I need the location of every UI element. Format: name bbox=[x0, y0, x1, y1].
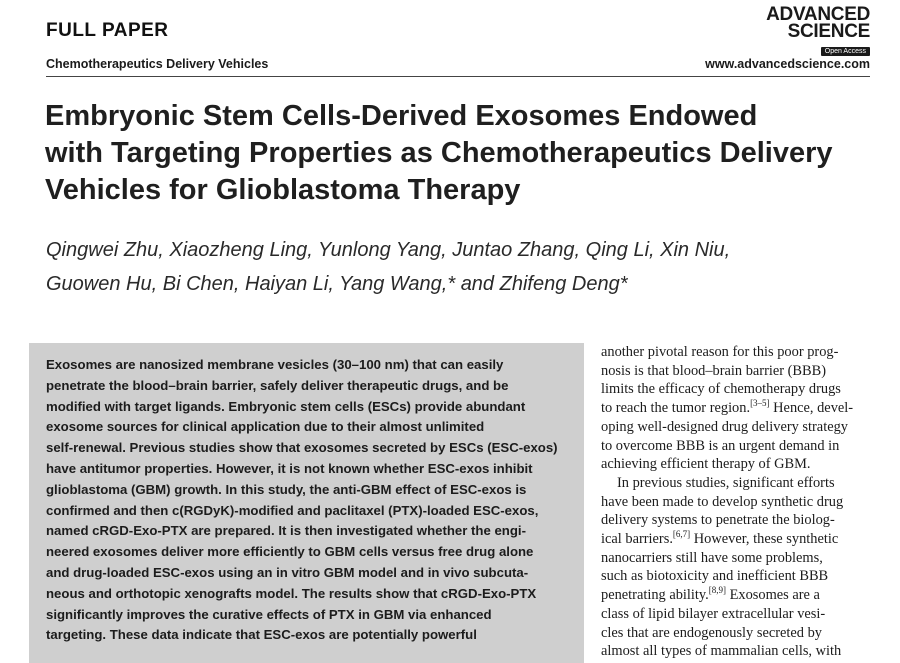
abstract-line: self-renewal. Previous studies show that exosomes secreted by ESCs (ESC-exos) bbox=[46, 440, 558, 456]
body-text-right-column bbox=[601, 343, 871, 661]
author-list bbox=[46, 233, 836, 301]
abstract-line: Exosomes are nanosized membrane vesicles (30–100 nm) that can easily bbox=[46, 357, 504, 372]
citation-ref[interactable]: [8,9] bbox=[708, 585, 727, 596]
body-text: to reach the tumor region. bbox=[601, 400, 751, 417]
body-line: have been made to develop synthetic drug bbox=[601, 493, 844, 510]
body-line: such as biotoxicity and inefficient BBB bbox=[601, 568, 829, 585]
logo-text-advanced: ADVANCED bbox=[766, 4, 870, 25]
body-text: penetrating ability. bbox=[601, 587, 709, 604]
open-access-badge: Open Access bbox=[821, 47, 870, 56]
section-label: Chemotherapeutics Delivery Vehicles bbox=[46, 57, 269, 71]
abstract-line: penetrate the blood–brain barrier, safely deliver therapeutic drugs, and be bbox=[46, 377, 509, 393]
body-line bbox=[601, 530, 871, 549]
abstract-text bbox=[46, 355, 576, 646]
abstract-line: neous and orthotopic xenografts model. The results show that cRGD-Exo-PTX bbox=[46, 585, 537, 601]
body-line: nanocarriers still have some problems, bbox=[601, 549, 823, 566]
abstract-line: have antitumor properties. However, it is not known whether ESC-exos inhibit bbox=[46, 460, 533, 476]
abstract-line: glioblastoma (GBM) growth. In this study, the anti-GBM effect of ESC-exos is bbox=[46, 481, 527, 497]
citation-ref[interactable]: [6,7] bbox=[672, 529, 691, 540]
logo-text-science: SCIENCE bbox=[787, 21, 870, 42]
citation-ref[interactable]: [3–5] bbox=[750, 398, 770, 409]
title-line: Vehicles for Glioblastoma Therapy bbox=[45, 174, 521, 206]
author-line: Guowen Hu, Bi Chen, Haiyan Li, Yang Wang,* and Zhifeng Deng* bbox=[46, 273, 628, 295]
body-line: another pivotal reason for this poor prog- bbox=[601, 344, 839, 360]
body-line: to overcome BBB is an urgent demand in bbox=[601, 437, 840, 454]
body-text: ical barriers. bbox=[601, 531, 673, 548]
body-line: almost all types of mammalian cells, with bbox=[601, 643, 842, 660]
abstract-line: significantly improves the curative effects of PTX in GBM via enhanced bbox=[46, 606, 492, 622]
body-text: Hence, devel- bbox=[769, 400, 854, 417]
header-divider bbox=[46, 76, 870, 77]
abstract-line: named cRGD-Exo-PTX are prepared. It is then investigated whether the engi- bbox=[46, 523, 526, 539]
abstract-line: neered exosomes deliver more efficiently to GBM cells versus free drug alone bbox=[46, 544, 534, 560]
abstract-line: modified with target ligands. Embryonic stem cells (ESCs) provide abundant bbox=[46, 398, 526, 414]
body-text: Exosomes are a bbox=[726, 587, 820, 604]
body-line: class of lipid bilayer extracellular vesi- bbox=[601, 605, 826, 622]
body-line: nosis is that blood–brain barrier (BBB) bbox=[601, 362, 827, 379]
body-line: delivery systems to penetrate the biolog- bbox=[601, 512, 835, 529]
abstract-line: targeting. These data indicate that ESC-exos are potentially powerful bbox=[46, 627, 477, 643]
body-line: limits the efficacy of chemotherapy drugs bbox=[601, 381, 841, 398]
body-line: In previous studies, significant efforts bbox=[617, 474, 835, 491]
body-line bbox=[601, 586, 871, 605]
journal-logo bbox=[720, 6, 870, 58]
author-line: Qingwei Zhu, Xiaozheng Ling, Yunlong Yang, Juntao Zhang, Qing Li, Xin Niu, bbox=[46, 239, 731, 261]
abstract-line: confirmed and then c(RGDyK)-modified and paclitaxel (PTX)-loaded ESC-exos, bbox=[46, 502, 539, 518]
title-line: with Targeting Properties as Chemotherapeutics Delivery bbox=[45, 137, 833, 169]
body-line: cles that are endogenously secreted by bbox=[601, 624, 822, 641]
article-title bbox=[45, 98, 845, 209]
body-text: However, these synthetic bbox=[690, 531, 839, 548]
body-line: oping well-designed drug delivery strategy bbox=[601, 418, 848, 435]
abstract-line: and drug-loaded ESC-exos using an in vitro GBM model and in vivo subcuta- bbox=[46, 564, 529, 580]
abstract-line: exosome sources for clinical application due to their almost unlimited bbox=[46, 419, 485, 435]
journal-website: www.advancedscience.com bbox=[705, 57, 870, 71]
title-line: Embryonic Stem Cells-Derived Exosomes Endowed bbox=[45, 100, 758, 132]
body-line bbox=[601, 399, 871, 418]
article-type-label: FULL PAPER bbox=[46, 20, 169, 41]
body-line: achieving efficient therapy of GBM. bbox=[601, 456, 811, 473]
